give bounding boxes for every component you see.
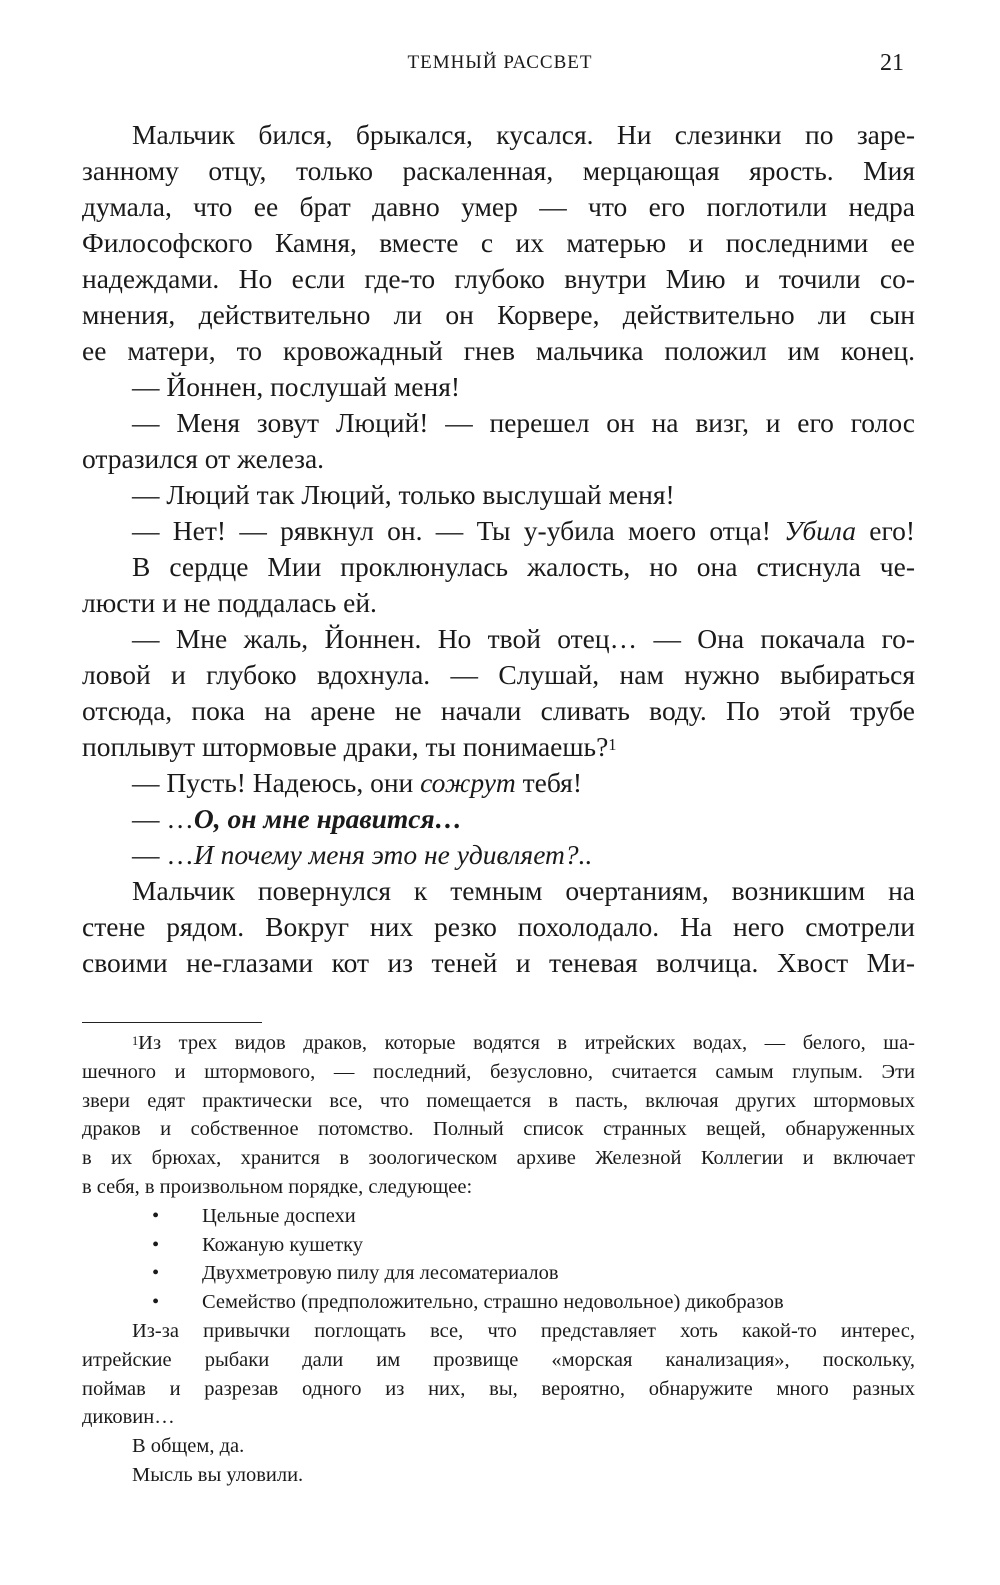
text-line [82, 333, 915, 369]
text-segment: — Люций так Люций, только выслушай меня! [132, 479, 675, 510]
text-segment: итрейские рыбаки дали им прозвище «морская канализация», поскольку, [82, 1348, 915, 1371]
footnote-divider [82, 1022, 262, 1023]
text-line [82, 369, 915, 405]
text-segment: сожрут [420, 767, 516, 798]
footnote-line [82, 1087, 915, 1116]
text-segment: его! [855, 515, 915, 546]
footnote-line [82, 1317, 915, 1346]
text-line [82, 693, 915, 729]
bullet-icon: • [152, 1233, 160, 1256]
text-segment: тебя! [515, 767, 582, 798]
text-segment: Мысль вы уловили. [132, 1463, 304, 1486]
footnote-line [82, 1058, 915, 1087]
text-line [82, 225, 915, 261]
footnote-line [82, 1231, 915, 1260]
text-segment: поплывут штормовые драки, ты понимаешь? [82, 731, 609, 762]
text-segment: ее матери, то кровожадный гнев мальчика положил им конец. [82, 335, 915, 366]
text-segment: отразился от железа. [82, 443, 325, 474]
text-segment: диковин… [82, 1406, 175, 1429]
text-line [82, 729, 915, 765]
text-line [82, 153, 915, 189]
text-segment: своими не-глазами кот из теней и теневая волчица. Хвост Ми- [82, 947, 915, 978]
text-segment: — Нет! — рявкнул он. — Ты у-убила моего отца! [132, 515, 785, 546]
text-segment: занному отцу, только раскаленная, мерцающая ярость. Мия [82, 155, 915, 186]
running-head-title: ТЕМНЫЙ РАССВЕТ [407, 52, 593, 73]
footnote-line [82, 1144, 915, 1173]
text-segment: Двухметровую пилу для лесоматериалов [202, 1262, 559, 1285]
bullet-icon: • [152, 1291, 160, 1314]
text-segment: мнения, действительно ли он Корвере, действительно ли сын [82, 299, 915, 330]
text-line [82, 441, 915, 477]
text-line [82, 945, 915, 981]
text-segment: Из трех видов драков, которые водятся в итрейских водах, — белого, ша- [138, 1032, 915, 1054]
text-segment: Философского Камня, вместе с их матерью и последними ее [82, 227, 915, 258]
text-segment: люсти и не поддалась ей. [82, 587, 377, 618]
text-line [82, 405, 915, 441]
text-segment: И почему меня это не удивляет?.. [193, 839, 593, 870]
footnote-line [82, 1202, 915, 1231]
text-line [82, 513, 915, 549]
text-line [82, 261, 915, 297]
footnote-line [82, 1432, 915, 1461]
footnote-line [82, 1461, 915, 1490]
text-segment: Убила [784, 515, 856, 546]
text-line [82, 621, 915, 657]
text-segment: шечного и штормового, — последний, безусловно, считается самым глупым. Эти [82, 1060, 915, 1083]
body-text [82, 117, 915, 981]
text-line [82, 585, 915, 621]
text-segment: — … [132, 803, 194, 834]
text-segment: В общем, да. [132, 1435, 245, 1458]
text-segment: звери едят практически все, что помещается в пасть, включая других штормовых [82, 1089, 915, 1112]
text-segment: стене рядом. Вокруг них резко похолодало. На него смотрели [82, 911, 915, 942]
page-number: 21 [880, 50, 904, 76]
text-line [82, 189, 915, 225]
footnote-line [82, 1173, 915, 1202]
text-segment: Кожаную кушетку [202, 1233, 363, 1256]
footnote-line [82, 1403, 915, 1432]
text-line [82, 297, 915, 333]
text-segment: Цельные доспехи [202, 1204, 356, 1227]
text-line [82, 657, 915, 693]
text-segment: — Пусть! Надеюсь, они [132, 767, 421, 798]
text-segment: — Мне жаль, Йоннен. Но твой отец… — Она покачала го- [132, 623, 915, 654]
text-segment: — … [132, 839, 194, 870]
footnote-marker: 1 [132, 1034, 139, 1048]
text-segment: Мальчик бился, брыкался, кусался. Ни слезинки по заре- [132, 119, 915, 150]
text-segment: в себя, в произвольном порядке, следующее: [82, 1175, 473, 1198]
text-segment: драков и собственное потомство. Полный список странных вещей, обнаруженных [82, 1118, 915, 1141]
text-segment: ловой и глубоко вдохнула. — Слушай, нам нужно выбираться [82, 659, 915, 690]
footnote-line [82, 1346, 915, 1375]
text-line [82, 477, 915, 513]
text-segment: О, он мне нравится… [193, 803, 463, 834]
text-line [82, 549, 915, 585]
footnote-marker: 1 [608, 735, 617, 754]
footnote-line [82, 1375, 915, 1404]
text-segment: отсюда, пока на арене не начали сливать воду. По этой трубе [82, 695, 915, 726]
footnote [82, 1029, 915, 1490]
footnote-line [82, 1259, 915, 1288]
bullet-icon: • [152, 1262, 160, 1285]
text-segment: в их брюхах, хранится в зоологическом архиве Железной Коллегии и включает [82, 1147, 915, 1170]
text-line [82, 909, 915, 945]
text-line [82, 117, 915, 153]
footnote-line [82, 1115, 915, 1144]
text-segment: Семейство (предположительно, страшно недовольное) дикобразов [202, 1291, 784, 1314]
bullet-icon: • [152, 1204, 160, 1227]
text-line [82, 837, 915, 873]
footnote-line [82, 1029, 915, 1058]
text-line [82, 801, 915, 837]
text-segment: Мальчик повернулся к темным очертаниям, возникшим на [132, 875, 915, 906]
text-segment: Из-за привычки поглощать все, что представляет хоть какой-то интерес, [132, 1319, 915, 1342]
text-segment: поймав и разрезав одного из них, вы, вероятно, обнаружите много разных [82, 1377, 915, 1400]
text-line [82, 873, 915, 909]
text-segment: надеждами. Но если где-то глубоко внутри Мию и точили со- [82, 263, 915, 294]
footnote-line [82, 1288, 915, 1317]
text-segment: — Йоннен, послушай меня! [132, 371, 461, 402]
text-line [82, 765, 915, 801]
text-segment: В сердце Мии проклюнулась жалость, но она стиснула че- [132, 551, 915, 582]
text-segment: думала, что ее брат давно умер — что его поглотили недра [82, 191, 915, 222]
text-segment: — Меня зовут Люций! — перешел он на визг, и его голос [132, 407, 915, 438]
